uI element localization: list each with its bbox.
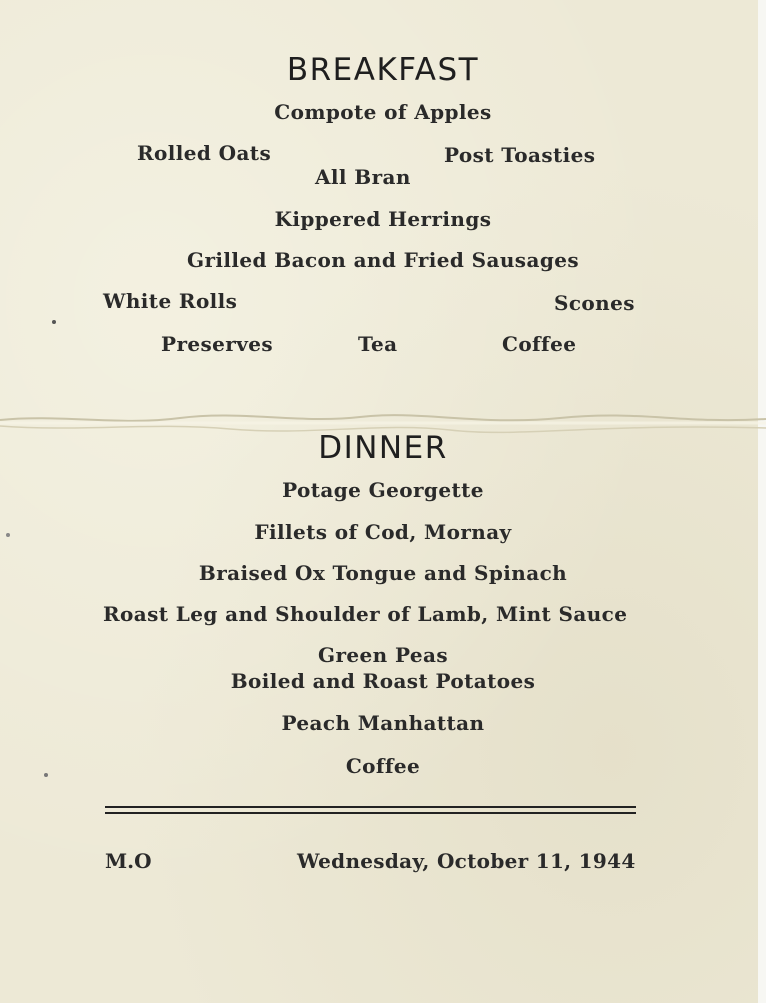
- dinner-item-lamb: Roast Leg and Shoulder of Lamb, Mint Sauce: [103, 602, 628, 626]
- breakfast-heading: BREAKFAST: [286, 52, 480, 88]
- breakfast-item-preserves: Preserves: [161, 332, 274, 356]
- breakfast-item-white-rolls: White Rolls: [103, 289, 238, 313]
- dinner-item-potatoes: Boiled and Roast Potatoes: [230, 669, 536, 693]
- footer-initials: M.O: [105, 849, 152, 873]
- dinner-item-potage: Potage Georgette: [282, 478, 484, 502]
- dinner-item-ox-tongue: Braised Ox Tongue and Spinach: [198, 561, 568, 585]
- breakfast-item-scones: Scones: [554, 291, 635, 315]
- breakfast-item-compote: Compote of Apples: [274, 100, 492, 124]
- paper-speck: [44, 773, 48, 777]
- breakfast-item-coffee: Coffee: [502, 332, 577, 356]
- breakfast-item-bacon-sausages: Grilled Bacon and Fried Sausages: [187, 248, 579, 272]
- breakfast-item-all-bran: All Bran: [315, 165, 411, 189]
- dinner-item-fillets-of-cod: Fillets of Cod, Mornay: [254, 520, 512, 544]
- breakfast-item-rolled-oats: Rolled Oats: [137, 141, 272, 165]
- dinner-item-green-peas: Green Peas: [317, 643, 448, 667]
- breakfast-item-kippered-herrings: Kippered Herrings: [274, 207, 492, 231]
- dinner-heading: DINNER: [318, 430, 448, 466]
- paper-speck: [6, 533, 10, 537]
- footer-date: Wednesday, October 11, 1944: [297, 849, 636, 873]
- dinner-item-peach-manhattan: Peach Manhattan: [281, 711, 485, 735]
- divider-rule-top: [105, 806, 636, 808]
- breakfast-item-post-toasties: Post Toasties: [444, 143, 596, 167]
- divider-rule-bottom: [105, 812, 636, 814]
- breakfast-item-tea: Tea: [358, 332, 398, 356]
- dinner-item-coffee: Coffee: [345, 754, 421, 778]
- paper-speck: [52, 320, 56, 324]
